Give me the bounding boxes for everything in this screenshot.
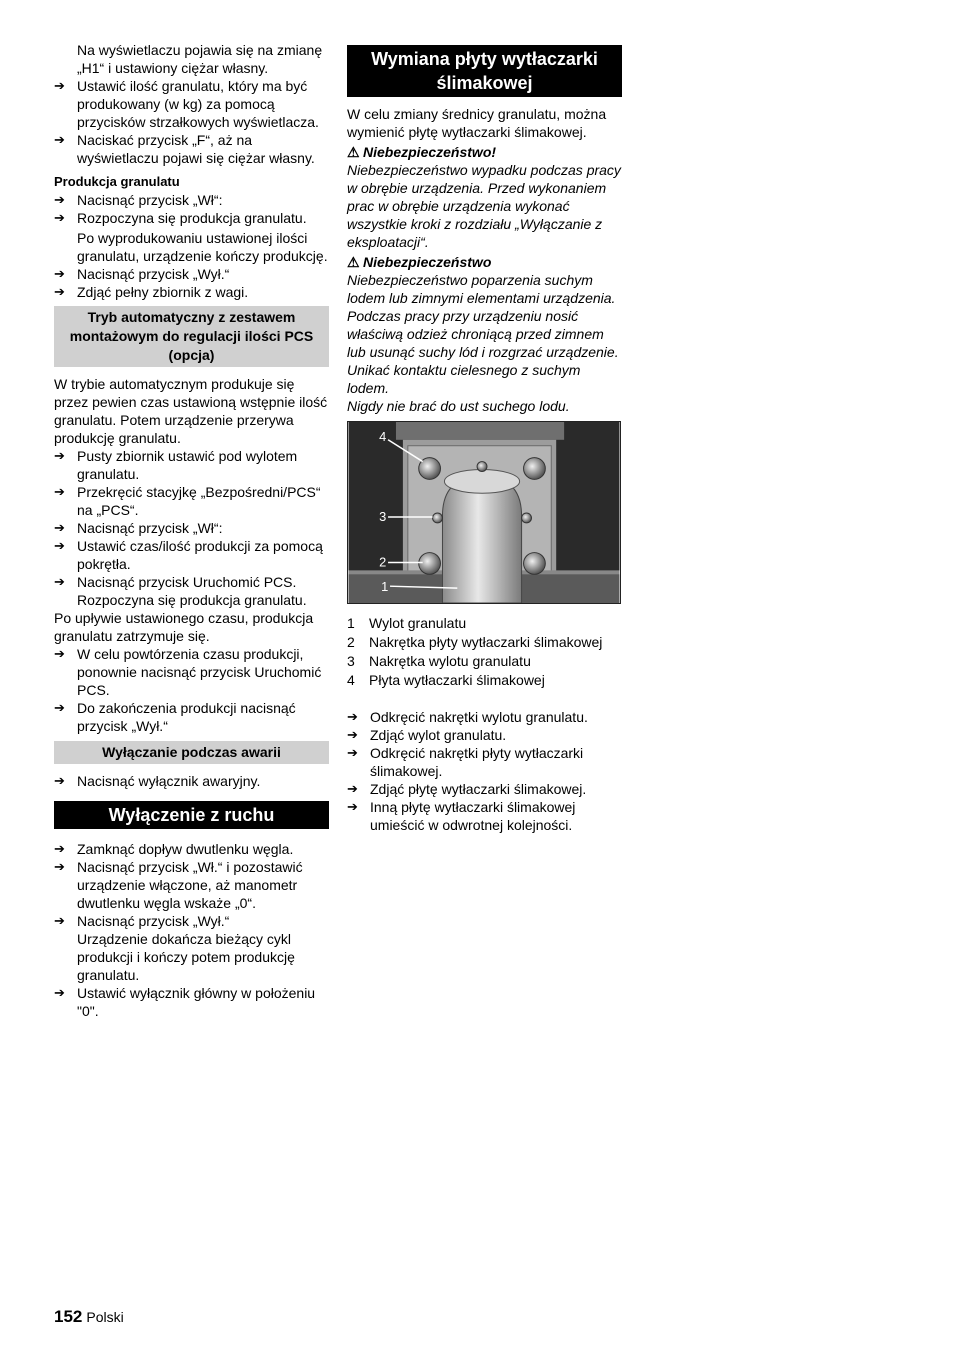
list-item: ➔ Nacisnąć przycisk „Wył.“ [54,266,230,282]
list-item: ➔ Rozpoczyna się produkcja granulatu. [54,210,307,226]
arrow-right-icon: ➔ [347,727,358,742]
list-item: ➔ Nacisnąć przycisk „Wył.“ [54,913,230,929]
arrow-right-icon: ➔ [54,574,65,589]
warning-1-title: ⚠ Niebezpieczeństwo! [347,144,497,160]
extruder-plate-photo [347,421,621,604]
list-item: ➔ Nacisnąć wyłącznik awaryjny. [54,773,261,789]
legend-item: 3 Nakrętka wylotu granulatu [347,653,531,669]
list-item: ➔ Nacisnąć przycisk Uruchomić PCS. [54,574,297,590]
arrow-right-icon: ➔ [347,745,358,760]
callout-1: 1 [381,579,389,595]
list-item: ➔ Przekręcić stacyjkę „Bezpośredni/PCS“ na „PCS“. [54,484,321,518]
plate-change-intro: W celu zmiany średnicy granulatu, można wymienić płytę wytłaczarki ślimakowej. [347,106,607,140]
arrow-right-icon: ➔ [54,78,65,93]
shutdown-note: Urządzenie dokańcza bieżący cykl produkcji i kończy potem produkcję granulatu. [77,931,295,983]
list-item: ➔ Odkręcić nakrętki płyty wytłaczarki ślimakowej. [347,745,584,779]
auto-mode-intro: W trybie automatycznym produkuje się przez pewien czas ustawioną wstępnie ilość granulatu. Potem urządzenie przerywa produkcję granulatu. [54,376,328,446]
arrow-right-icon: ➔ [54,538,65,553]
warning-2-title: ⚠ Niebezpieczeństwo [347,254,492,270]
warning-2-line: Podczas pracy przy urządzeniu nosić właściwą odzież chroniącą przed zimnem lub usunąć suchy lód i rozgrzać urządzenie. [347,308,619,360]
list-item: ➔ Inną płytę wytłaczarki ślimakowej umieścić w odwrotnej kolejności. [347,799,576,833]
arrow-right-icon: ➔ [54,841,65,856]
callout-2: 2 [379,554,387,570]
arrow-right-icon: ➔ [54,859,65,874]
list-item: ➔ Ustawić wyłącznik główny w położeniu "0". [54,985,316,1019]
left-column [54,41,329,1020]
auto-mode-note: Rozpoczyna się produkcja granulatu. [77,592,307,608]
footer-language: Polski [86,1309,124,1325]
page-footer [54,1308,124,1326]
arrow-right-icon: ➔ [347,799,358,814]
arrow-right-icon: ➔ [54,985,65,1000]
list-item: ➔ Ustawić ilość granulatu, który ma być produkowany (w kg) za pomocą przycisków strzałkowych wyświetlacza. [54,78,319,130]
list-item: ➔ Odkręcić nakrętki wylotu granulatu. [347,709,588,725]
arrow-right-icon: ➔ [54,773,65,788]
warning-1-text: Niebezpieczeństwo wypadku podczas pracy w obrębie urządzenia. Przed wykonaniem prac w obrębie urządzenia wykonać wszystkie kroki z rozdziału „Wyłączanie z eksploatacji“. [347,162,621,250]
list-item: ➔ Zdjąć pełny zbiornik z wagi. [54,284,249,300]
page-number: 152 [54,1307,83,1326]
warning-2-line: Nigdy nie brać do ust suchego lodu. [347,398,570,414]
right-column [347,45,622,834]
warning-triangle-icon: ⚠ [347,144,360,160]
list-item: ➔ Zdjąć wylot granulatu. [347,727,507,743]
list-item: ➔ Do zakończenia produkcji nacisnąć przycisk „Wył.“ [54,700,296,734]
list-item: ➔ Naciskać przycisk „F“, aż na wyświetlaczu pojawi się ciężar własny. [54,132,315,166]
legend-item: 4 Płyta wytłaczarki ślimakowej [347,672,545,688]
arrow-right-icon: ➔ [54,266,65,281]
list-item: ➔ W celu powtórzenia czasu produkcji, ponownie nacisnąć przycisk Uruchomić PCS. [54,646,322,698]
arrow-right-icon: ➔ [54,520,65,535]
emergency-heading: Wyłączanie podczas awarii [54,741,329,764]
production-heading: Produkcja granulatu [54,174,180,189]
list-item: ➔ Ustawić czas/ilość produkcji za pomocą pokrętła. [54,538,323,572]
callout-3: 3 [379,508,387,524]
arrow-right-icon: ➔ [54,210,65,225]
list-item: ➔ Nacisnąć przycisk „Wł“: [54,192,223,208]
auto-mode-heading: Tryb automatyczny z zestawem montażowym do regulacji ilości PCS (opcja) [54,306,329,367]
auto-mode-after: Po upływie ustawionego czasu, produkcja granulatu zatrzymuje się. [54,610,314,644]
warning-2-line: Unikać kontaktu cielesnego z suchym lodem. [347,362,581,396]
arrow-right-icon: ➔ [54,646,65,661]
warning-2-line: Niebezpieczeństwo poparzenia suchym lodem lub zimnymi elementami urządzenia. [347,272,616,306]
callout-4: 4 [379,428,387,444]
arrow-right-icon: ➔ [54,192,65,207]
arrow-right-icon: ➔ [54,913,65,928]
arrow-right-icon: ➔ [54,484,65,499]
plate-change-heading: Wymiana płyty wytłaczarki ślimakowej [347,45,622,97]
list-item: ➔ Zamknąć dopływ dwutlenku węgla. [54,841,294,857]
arrow-right-icon: ➔ [347,781,358,796]
arrow-right-icon: ➔ [54,132,65,147]
list-item: ➔ Nacisnąć przycisk „Wł.“ i pozostawić urządzenie włączone, aż manometr dwutlenku węgla wskaże „0“. [54,859,303,911]
list-item: ➔ Pusty zbiornik ustawić pod wylotem granulatu. [54,448,298,482]
arrow-right-icon: ➔ [54,700,65,715]
list-item: ➔ Zdjąć płytę wytłaczarki ślimakowej. [347,781,587,797]
list-item: ➔ Nacisnąć przycisk „Wł“: [54,520,223,536]
production-note: Po wyprodukowaniu ustawionej ilości granulatu, urządzenie kończy produkcję. [77,230,328,264]
legend-item: 1 Wylot granulatu [347,615,467,631]
arrow-right-icon: ➔ [54,284,65,299]
warning-triangle-icon: ⚠ [347,254,360,270]
arrow-right-icon: ➔ [54,448,65,463]
legend-item: 2 Nakrętka płyty wytłaczarki ślimakowej [347,634,603,650]
arrow-right-icon: ➔ [347,709,358,724]
intro-continuation: Na wyświetlaczu pojawia się na zmianę „H1“ i ustawiony ciężar własny. [77,42,323,76]
shutdown-heading: Wyłączenie z ruchu [54,801,329,829]
